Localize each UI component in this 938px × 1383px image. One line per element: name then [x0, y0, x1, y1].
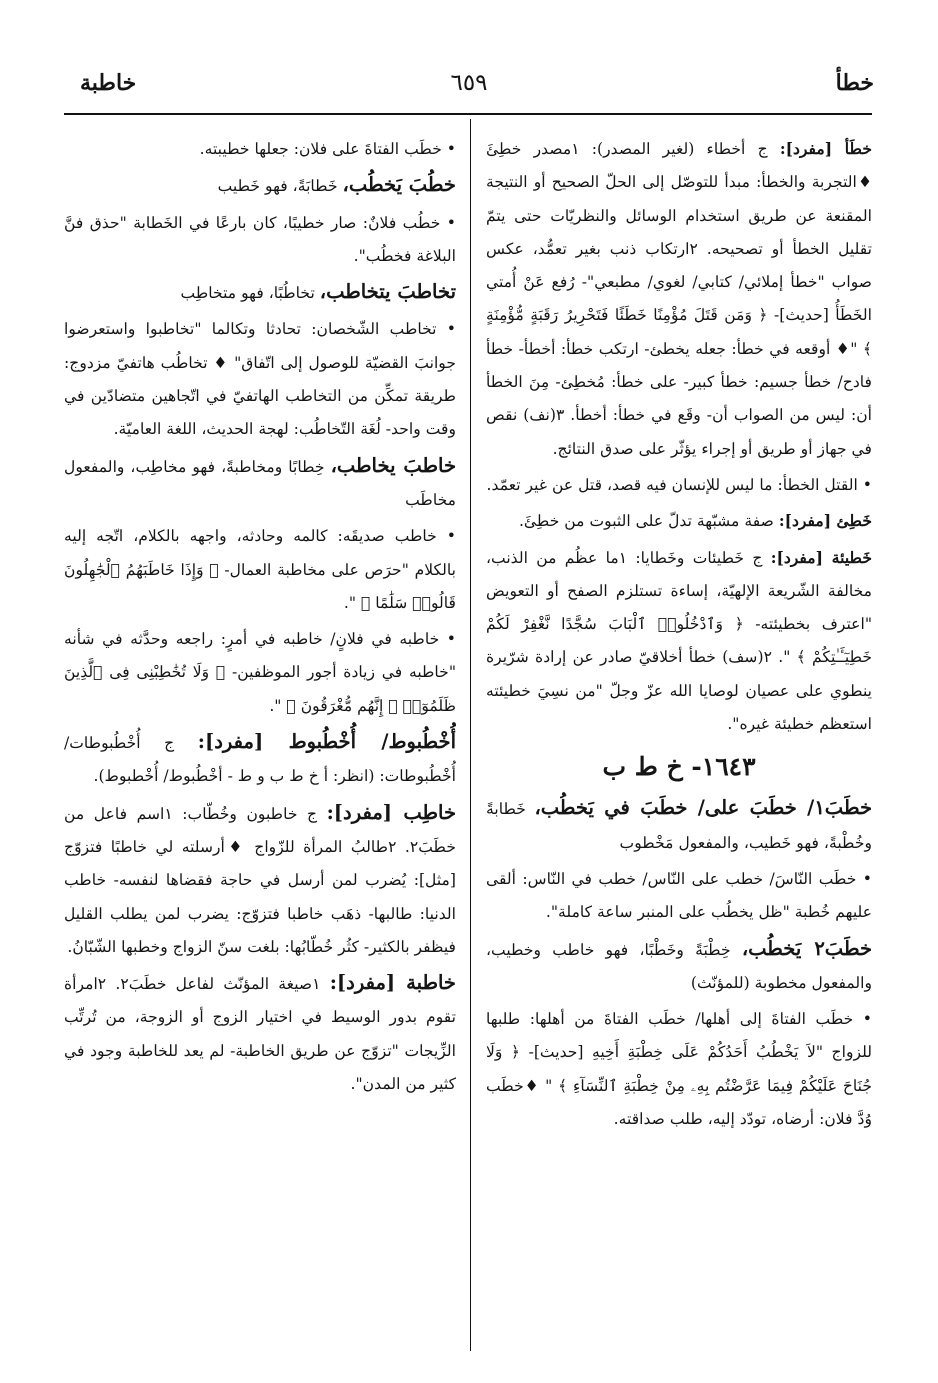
entry	[64, 168, 456, 203]
entry-text: صفة مشبّهة تدلّ على الثبوت من خطِئَ.	[518, 512, 779, 531]
entry-text: • خطَب الفتاةَ إلى أهلها/ خطَب الفتاةَ من أهلها: طلبها للزواج "لاَ يَخْطُبُ أَحَدُكُمْ عَلَى خِطْبَةِ أَخِيهِ [حديث]- ﴿ وَلَا جُنَاحَ عَلَيْكُمْ فِيمَا عَرَّضْتُم بِهِۦ مِنْ خِطْبَةِ ٱلنِّسَآءِ ﴾ " ♦خطَب وُدَّ فلان: أرضاه، تودّد إليه، طلب صداقته.	[486, 1010, 872, 1129]
entry-text: ج أخطاء (لغير المصدر): ١مصدر خطِئَ ♦التجربة والخطأ: مبدأ للتوصّل إلى الحلّ الصحيح أو النتيجة المقنعة عن طريق استخدام الوسائل والنظريّات حتى يتمّ تقليل الخطأ أو تصحيحه. ٢ارتكاب ذنب بغير تعمُّد، عكس صواب "خطأ إملائي/ كتابي/ لغوي/ مطبعي"- رُفع عَنْ أُمتي الخَطَأُ [حديث]- ﴿ وَمَن قَتَلَ مُؤْمِنًا خَطَئًا فَتَحْرِيرُ رَقَبَةٍ مُّؤْمِنَةٍ ﴾ "♦ أوقعه في خطأ: جعله يخطئ- ارتكب خطأ: أخطأ- خطأ فادح/ خطأ جسيم: خطأ كبير- على خطأ: مُخطِئ- مِنَ الخطأ أن: ليس من الصواب أن- وقَع في خطأ: أخطأ. ٣(نف) نقص في جهاز أو طريق أو إجراء يؤثّر على صدق النتائج.	[486, 140, 872, 458]
entry-headword: أُخْطُبوط/ أُخْطُبوط [مفرد]:	[197, 730, 456, 754]
entry-text: • خطَب النّاسَ/ خطب على النّاس/ خطب في النّاس: ألقى عليهم خُطبة "ظل يخطُب على المنبر ساعة كاملة".	[486, 869, 872, 922]
entry-headword: تخاطبَ يتخاطب،	[319, 280, 456, 304]
entry	[64, 312, 456, 446]
root-heading: ١٦٤٣- خ ط ب	[602, 752, 756, 782]
entry-text: ج خاطبون وخُطّاب: ١اسم فاعل من خطَبَ٢. ٢طالبُ المرأة للزّواج ♦أرسلته لي خاطبًا فتزوّج [مثل]: يُضرب لمن أرسل في حاجة فقضاها لنفسه- خاطب الدنيا: طالبها- ذهَب خاطبا فتزوّج: يضرب لمن يطلب القليل فيظفر بالكثير- كثُر خُطّابُها: بلغت سنّ الزواج وخطبها الشّبّانُ.	[64, 804, 456, 956]
entry	[486, 468, 872, 502]
entry-text: خِطْبَةً وخَطْبًا، فهو خاطب وخطيب، والمفعول مخطوبة (للمؤنّث)	[486, 940, 872, 992]
entry-headword: خطَبَ١/ خطَبَ على/ خطَبَ في يَخطُب،	[534, 796, 872, 820]
entry-text: تخاطُبًا، فهو متخاطِب	[180, 284, 320, 303]
right-column	[486, 132, 872, 1136]
entry-headword: خطَبَ٢ يَخطُب،	[741, 936, 872, 960]
entry	[486, 504, 872, 538]
entry-text: خِطابًا ومخاطبةً، فهو مخاطِب، والمفعول مخاطَب	[64, 457, 456, 509]
entry-text: ج أُخْطُبوطات/ أُخْطُبوطات: (انظر: أ خ ط ب و ط - أخْطُبوط/ أُخْطبوط).	[64, 734, 456, 786]
running-head-last-word: خاطبة	[80, 70, 137, 96]
running-head-first-word: خطأ	[835, 70, 874, 96]
entry-text: • خطَب الفتاةَ على فلان: جعلها خطيبته.	[199, 140, 456, 158]
entry	[64, 966, 456, 1101]
entry	[64, 132, 456, 166]
entry-text: • خطُب فلانٌ: صار خطيبًا، كان بارعًا في الخَطابة "حذق فنَّ البلاغة فخطُب".	[64, 213, 456, 265]
left-column	[64, 132, 456, 1101]
entry	[64, 519, 456, 620]
entry	[64, 725, 456, 794]
entry	[486, 932, 872, 1001]
entry-text: خَطابةً وخُطْبةً، فهو خَطيب، والمفعول مَخْطوب	[486, 800, 872, 852]
entry-text: خَطابَةً، فهو خَطيب	[217, 177, 343, 196]
entry-text: • تخاطب الشّخصان: تحادثا وتكالما "تخاطبوا واستعرضوا جوانبَ القضيّة للوصول إلى اتّفاق" ♦ تخاطُب هاتفيّ مزدوج: طريقة تمكِّن من التخاطب الهاتفيّ في اتّجاهين متضادّين في وقت واحد- لُغَة التّخاطُب: لهجة الحديث، اللغة العاميّة.	[64, 320, 456, 439]
entry	[486, 541, 872, 742]
header-rule	[64, 113, 872, 115]
column-divider	[470, 119, 471, 1351]
entry	[486, 862, 872, 930]
entry-headword: خطُبَ يَخطُب،	[342, 173, 456, 197]
entry-text: • خاطب صديقَه: كالمه وحادثه، واجهه بالكلام، اتّجه إليه بالكلام "حرَص على مخاطبة العمال- ﴿ وَإِذَا خَاطَبَهُمُ ٱلْجَٰهِلُونَ قَالُوا۟ سَلَٰمًا ﴾ ".	[64, 527, 456, 612]
entry	[486, 791, 872, 860]
entry	[64, 622, 456, 723]
entry-text: ١صيغة المؤنّث لفاعل خطَبَ٢. ٢امرأة تقوم بدور الوسيط في اختيار الزوج أو الزوجة، من تُرتِّب الزِّيجات "تزوّج عن طريق الخاطبة- لم يعد للخاطبة وجود في كثير من المدن".	[64, 975, 456, 1094]
entry	[486, 1002, 872, 1136]
entry-headword: خاطبَ يخاطب،	[330, 453, 456, 477]
entry-text: • القتل الخطأ: ما ليس للإنسان فيه قصد، قتل عن غير تعمّد.	[486, 475, 872, 494]
entry-headword: خَطيئة [مفرد]:	[770, 547, 872, 567]
entry-headword: خاطِب [مفرد]:	[326, 800, 456, 824]
entry	[486, 132, 872, 466]
entry	[64, 796, 456, 964]
page-number: ٦٥٩	[450, 70, 488, 96]
entry-headword: خطَأ [مفرد]:	[779, 139, 872, 158]
entry	[64, 449, 456, 518]
entry-text: • خاطبه في فلانٍ/ خاطبه في أمرٍ: راجعه وحدَّثه في شأنه "خاطبه في زيادة أجور الموظفين- ﴿ وَلَا تُخَٰطِبْنِى فِى ٱلَّذِينَ ظَلَمُوٓا۟ ۚ إِنَّهُم مُّغْرَقُونَ ﴾ ".	[64, 630, 456, 715]
entry-headword: خَطِئ [مفرد]:	[778, 511, 872, 531]
entry-headword: خاطبة [مفرد]:	[329, 971, 456, 995]
entry	[64, 275, 456, 310]
entry-text: ج خَطيئات وخَطايا: ١ما عظُم من الذنب، مخالفة الشّريعة الإلهيّة، إساءة تستلزم الصفح أو التعويض "اعترف بخطيئته- ﴿ وَٱدْخُلُوا۟ ٱلْبَابَ سُجَّدًا نَّغْفِرْ لَكُمْ خَطِيٓـَٔـٰتِكُمْ ﴾ ". ٢(سف) خطأ أخلاقيّ صادر عن إرادة شرّيرة ينطوي على عصيان لوصايا الله عزّ وجلّ "من نسِيَ خطيئته استعظم خطيئة غيره".	[486, 548, 872, 734]
entry	[64, 206, 456, 274]
